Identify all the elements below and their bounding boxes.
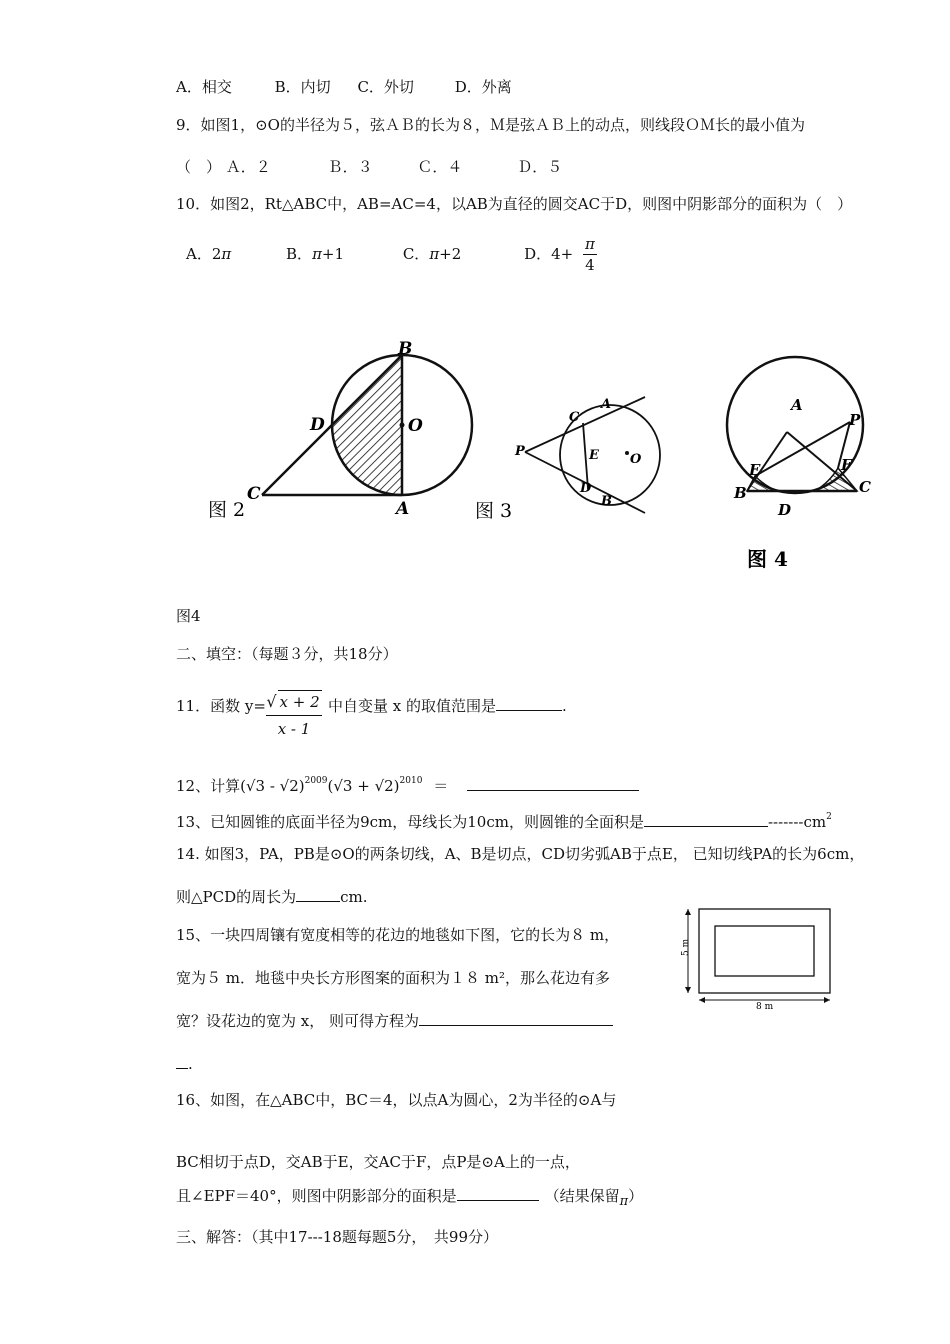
figure-2 [200,330,490,530]
fig3-center-point [625,451,629,455]
q16-line1: 16、如图，在△ABC中，BC＝4，以点A为圆心，2为半径的⊙A与 [176,1091,617,1109]
q16-line3: 且∠EPF＝40°，则图中阴影部分的面积是 （结果保留π） [176,1187,644,1209]
q9-option-b: Ｂ．３ [327,158,373,176]
q16-answer-blank[interactable] [457,1186,539,1201]
q10-option-b: B．π+1 [286,245,345,263]
fig4-standalone-label: 图4 [176,607,201,625]
fig2-label-b: B [398,339,413,359]
fig4-label-a: A [791,396,803,414]
q9-text: 9．如图1，⊙O的半径为５，弦ＡＢ的长为８，Ｍ是弦ＡＢ上的动点，则线段ＯＭ长的最小值为 [176,116,805,134]
section-3-heading: 三、解答：（其中17---18题每题5分， 共99分） [176,1228,499,1246]
q14-answer-blank[interactable] [296,887,340,902]
q10-option-d-fraction: π 4 [585,235,595,274]
q11-fraction: √ x + 2 x - 1 [266,690,322,742]
fig4-label-p: P [849,411,861,429]
fig3-label-a: A [601,397,612,412]
figure-4 [725,350,895,580]
q8-options [176,77,512,97]
fig3-label-d: D [580,481,592,496]
fig4-segment-ep [755,422,850,476]
q11-numerator: x + 2 [278,690,322,713]
q14-line1: 14. 如图3，PA，PB是⊙O的两条切线，A、B是切点，CD切劣弧AB于点E， 已知切线PA的长为6cm， [176,845,865,863]
q10-options [186,244,573,264]
q15-line1: 15、一块四周镶有宽度相等的花边的地毯如下图，它的长为８ m， [176,926,620,944]
fig4-label-e: E [749,461,761,479]
fig3-caption: 图 3 [475,500,513,522]
q15-line3: 宽？设花边的宽为 x， 则可得方程为 [176,1011,613,1031]
q12-term2: (√3 + √2) [327,777,400,795]
fig3-label-o: O [630,452,642,467]
q13-answer-blank[interactable] [644,812,768,827]
q9-option-a: Ａ．２ [225,158,271,176]
fig2-caption: 图 2 [208,499,246,521]
carpet-inner-rect [715,926,814,976]
fig4-label-c: C [859,478,871,496]
q9-option-c: Ｃ．４ [417,158,463,176]
q10-text: 10．如图2，Rt△ABC中，AB=AC=4，以AB为直径的圆交AC于D，则图中阴影部分的面积为（ ） [176,195,853,213]
fig3-label-c: C [569,410,580,425]
q9-paren: （ ） [176,158,222,176]
fig4-label-d: D [778,501,792,519]
height-arrow-top [685,909,691,915]
q11-denominator: x - 1 [277,720,311,738]
q9-option-d: Ｄ．５ [517,158,563,176]
figure-3 [470,385,670,530]
q8-option-b: B．内切 [274,78,331,96]
q10-option-c: C．π+2 [402,245,462,263]
q8-option-c: C．外切 [357,78,414,96]
fig2-label-d: D [310,415,325,435]
fig3-label-p: P [515,444,525,459]
height-label: 5 m [681,938,691,956]
fig2-label-a: A [396,499,410,519]
q15-answer-blank-cont[interactable] [176,1054,188,1069]
q9-options [176,157,562,177]
fig2-label-o: O [408,416,423,436]
height-arrow-bottom [685,987,691,993]
fig4-label-b: B [734,484,747,502]
fig2-center-point [400,423,405,428]
q15-line2: 宽为５ m．地毯中央长方形图案的面积为１８ m²，那么花边有多 [176,969,610,987]
q13-text: 13、已知圆锥的底面半径为9cm，母线长为10cm，则圆锥的全面积是 $-------cm^2$ [176,812,832,831]
q10-option-d: D．4+ [524,245,574,263]
q16-line2: BC相切于点D，交AB于E，交AC于F，点P是⊙A上的一点， [176,1153,580,1171]
q11-answer-blank[interactable] [496,696,562,711]
fig3-segment-cd [583,423,588,489]
q8-option-a: A．相交 [176,78,232,96]
width-arrow-left [699,997,705,1003]
fig4-label-f: F [841,456,852,474]
fig2-label-c: C [247,484,261,504]
q10-option-a: A．2π [186,245,232,263]
width-arrow-right [824,997,830,1003]
q11-prefix: 11．函数 y= [176,697,266,715]
q12-answer-blank[interactable] [467,776,639,791]
q15-line4: . [176,1054,193,1074]
width-label: 8 m [756,1002,774,1010]
q12-term1: (√3 - √2) [240,777,305,795]
q14-line2: 则△PCD的周长为 cm. [176,888,368,906]
fig3-label-e: E [589,448,599,463]
fig3-label-b: B [601,494,612,509]
q15-answer-blank[interactable] [419,1011,613,1026]
section-2-heading: 二、填空：（每题３分，共18分） [176,645,398,663]
q15-carpet-figure [680,905,840,1010]
carpet-outer-rect [699,909,830,993]
q11-suffix: 中自变量 x 的取值范围是 . [328,697,567,715]
fig2-shaded-region [332,355,402,495]
q12-text: 12、计算$(√3 - √2)^{2009}(√3 + √2)^{2010}$ ＝ [176,771,639,796]
q8-option-d: D．外离 [454,78,512,96]
fig4-caption: 图 4 [747,547,788,571]
